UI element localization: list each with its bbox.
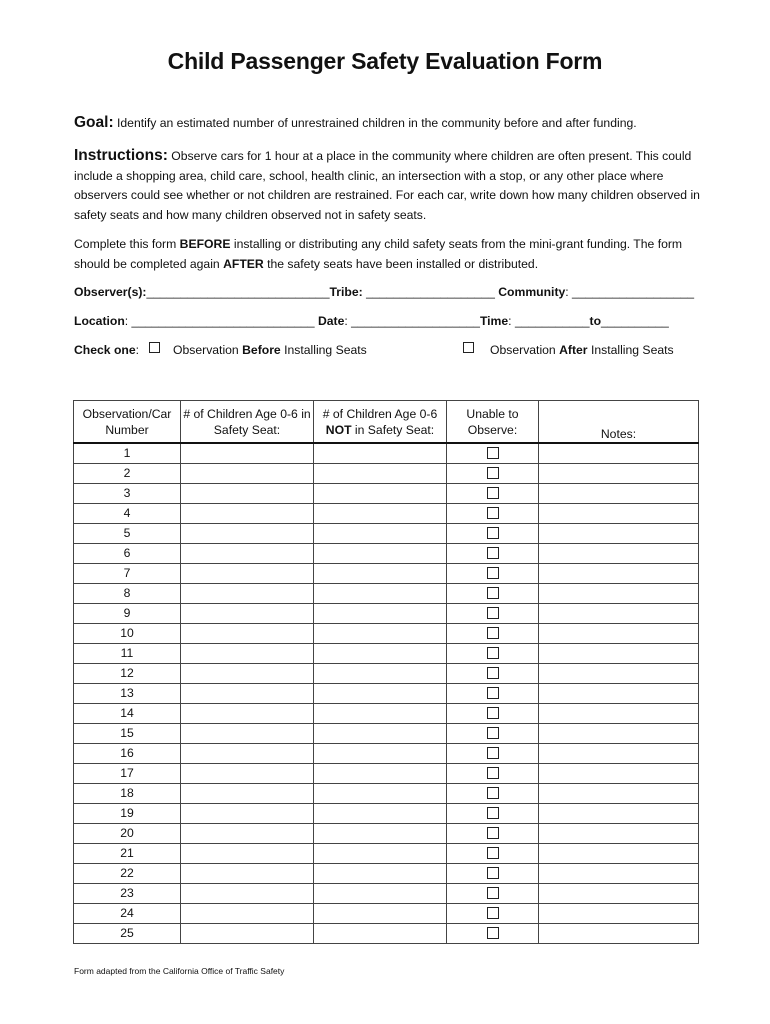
goal-paragraph: [74, 113, 714, 134]
car-number-cell: 6: [74, 544, 181, 564]
community-field[interactable]: : __________________: [565, 285, 695, 299]
observers-field[interactable]: ___________________________: [146, 285, 330, 299]
location-row: [74, 314, 714, 328]
notes-cell[interactable]: [539, 604, 699, 624]
not-in-seat-cell[interactable]: [314, 524, 447, 544]
unable-to-observe-checkbox[interactable]: [487, 527, 499, 539]
check-one-text: Check one: [74, 343, 136, 357]
unable-to-observe-checkbox[interactable]: [487, 827, 499, 839]
unable-to-observe-checkbox[interactable]: [487, 787, 499, 799]
unable-to-observe-cell: [447, 544, 539, 564]
time-label: Time: [479, 314, 509, 328]
notes-cell[interactable]: [539, 884, 699, 904]
unable-to-observe-cell: [447, 664, 539, 684]
notes-cell[interactable]: [539, 524, 699, 544]
car-number-cell: 18: [74, 784, 181, 804]
observer-row: [74, 285, 714, 299]
in-seat-cell[interactable]: [181, 564, 314, 584]
unable-to-observe-checkbox[interactable]: [487, 927, 499, 939]
after-option-pre: Observation: [490, 343, 560, 357]
unable-to-observe-checkbox[interactable]: [487, 607, 499, 619]
unable-to-observe-cell: [447, 844, 539, 864]
car-number-cell: 22: [74, 864, 181, 884]
in-seat-cell[interactable]: [181, 744, 314, 764]
unable-to-observe-cell: [447, 804, 539, 824]
table-row: [74, 564, 699, 584]
notes-cell[interactable]: [539, 904, 699, 924]
notes-cell[interactable]: [539, 924, 699, 944]
unable-to-observe-checkbox[interactable]: [487, 467, 499, 479]
car-number-cell: 12: [74, 664, 181, 684]
after-option-post: Installing Seats: [587, 343, 674, 357]
unable-to-observe-cell: [447, 644, 539, 664]
unable-to-observe-cell: [447, 564, 539, 584]
check-one-label: [74, 343, 139, 357]
unable-to-observe-checkbox[interactable]: [487, 767, 499, 779]
unable-to-observe-checkbox[interactable]: [487, 647, 499, 659]
in-seat-cell[interactable]: [181, 824, 314, 844]
car-number-cell: 23: [74, 884, 181, 904]
in-seat-cell[interactable]: [181, 724, 314, 744]
complete-text-2: installing or distributing any child safety seats from the mini-grant funding. The form should be completed again: [74, 237, 683, 271]
unable-to-observe-cell: [447, 724, 539, 744]
in-seat-cell[interactable]: [181, 924, 314, 944]
unable-to-observe-checkbox[interactable]: [487, 807, 499, 819]
in-seat-cell[interactable]: [181, 904, 314, 924]
notes-cell[interactable]: [539, 864, 699, 884]
table-row: [74, 844, 699, 864]
unable-to-observe-checkbox[interactable]: [487, 747, 499, 759]
table-row: [74, 644, 699, 664]
unable-to-observe-checkbox[interactable]: [487, 687, 499, 699]
notes-cell[interactable]: [539, 564, 699, 584]
page-title: Child Passenger Safety Evaluation Form: [167, 48, 603, 74]
car-number-cell: 11: [74, 644, 181, 664]
location-label: Location: [74, 314, 125, 328]
col3-pre: # of Children Age 0-6: [322, 406, 438, 421]
unable-to-observe-checkbox[interactable]: [487, 567, 499, 579]
notes-cell[interactable]: [539, 824, 699, 844]
unable-to-observe-cell: [447, 584, 539, 604]
car-number-cell: 20: [74, 824, 181, 844]
unable-to-observe-cell: [447, 704, 539, 724]
col-header-car-number: Observation/Car Number: [74, 401, 181, 444]
not-in-seat-cell[interactable]: [314, 684, 447, 704]
tribe-label: Tribe:: [329, 285, 363, 299]
table-row: [74, 504, 699, 524]
in-seat-cell[interactable]: [181, 464, 314, 484]
car-number-cell: 4: [74, 504, 181, 524]
unable-to-observe-cell: [447, 604, 539, 624]
before-option-bold: Before: [242, 343, 281, 357]
unable-to-observe-checkbox[interactable]: [487, 447, 499, 459]
car-number-cell: 3: [74, 484, 181, 504]
unable-to-observe-cell: [447, 764, 539, 784]
before-checkbox[interactable]: [149, 342, 160, 353]
not-in-seat-cell[interactable]: [314, 544, 447, 564]
in-seat-cell[interactable]: [181, 704, 314, 724]
goal-label: Goal:: [74, 114, 114, 131]
in-seat-cell[interactable]: [181, 844, 314, 864]
table-row: [74, 924, 699, 944]
table-row: [74, 584, 699, 604]
notes-cell[interactable]: [539, 544, 699, 564]
not-in-seat-cell[interactable]: [314, 824, 447, 844]
in-seat-cell[interactable]: [181, 684, 314, 704]
table-row: [74, 824, 699, 844]
not-in-seat-cell[interactable]: [314, 884, 447, 904]
in-seat-cell[interactable]: [181, 584, 314, 604]
table-row: [74, 484, 699, 504]
notes-cell[interactable]: [539, 464, 699, 484]
unable-to-observe-checkbox[interactable]: [487, 707, 499, 719]
to-label: to: [589, 314, 602, 328]
car-number-cell: 24: [74, 904, 181, 924]
col-header-unable-to-observe: Unable to Observe:: [447, 401, 539, 444]
car-number-cell: 10: [74, 624, 181, 644]
unable-to-observe-checkbox[interactable]: [487, 847, 499, 859]
notes-cell[interactable]: [539, 664, 699, 684]
car-number-cell: 2: [74, 464, 181, 484]
notes-cell[interactable]: [539, 684, 699, 704]
after-checkbox[interactable]: [463, 342, 474, 353]
car-number-cell: 17: [74, 764, 181, 784]
col3-bold: NOT: [325, 422, 352, 437]
col-header-not-in-safety-seat: [314, 401, 447, 444]
in-seat-cell[interactable]: [181, 604, 314, 624]
in-seat-cell[interactable]: [181, 804, 314, 824]
table-body: [74, 443, 699, 944]
not-in-seat-cell[interactable]: [314, 924, 447, 944]
not-in-seat-cell[interactable]: [314, 704, 447, 724]
notes-cell[interactable]: [539, 584, 699, 604]
unable-to-observe-cell: [447, 864, 539, 884]
notes-cell[interactable]: [539, 784, 699, 804]
unable-to-observe-cell: [447, 784, 539, 804]
not-in-seat-cell[interactable]: [314, 504, 447, 524]
unable-to-observe-checkbox[interactable]: [487, 867, 499, 879]
table-header-row: [74, 401, 699, 444]
not-in-seat-cell[interactable]: [314, 604, 447, 624]
not-in-seat-cell[interactable]: [314, 624, 447, 644]
col-header-notes: Notes:: [539, 401, 699, 444]
complete-before: BEFORE: [179, 237, 231, 251]
not-in-seat-cell[interactable]: [314, 804, 447, 824]
to-field[interactable]: __________: [601, 314, 669, 328]
unable-to-observe-checkbox[interactable]: [487, 907, 499, 919]
unable-to-observe-cell: [447, 924, 539, 944]
unable-to-observe-cell: [447, 524, 539, 544]
in-seat-cell[interactable]: [181, 884, 314, 904]
location-field[interactable]: : ___________________________: [124, 314, 315, 328]
in-seat-cell[interactable]: [181, 764, 314, 784]
car-number-cell: 1: [74, 443, 181, 464]
notes-cell[interactable]: [539, 744, 699, 764]
not-in-seat-cell[interactable]: [314, 784, 447, 804]
complete-text-1: Complete this form: [74, 237, 180, 251]
not-in-seat-cell[interactable]: [314, 464, 447, 484]
table-row: [74, 684, 699, 704]
table-row: [74, 443, 699, 464]
community-label: Community: [498, 285, 566, 299]
not-in-seat-cell[interactable]: [314, 724, 447, 744]
unable-to-observe-cell: [447, 904, 539, 924]
not-in-seat-cell[interactable]: [314, 564, 447, 584]
instructions-label: Instructions:: [74, 147, 168, 164]
in-seat-cell[interactable]: [181, 644, 314, 664]
table-row: [74, 884, 699, 904]
notes-cell[interactable]: [539, 844, 699, 864]
table-row: [74, 784, 699, 804]
in-seat-cell[interactable]: [181, 864, 314, 884]
not-in-seat-cell[interactable]: [314, 644, 447, 664]
in-seat-cell[interactable]: [181, 443, 314, 464]
not-in-seat-cell[interactable]: [314, 584, 447, 604]
not-in-seat-cell[interactable]: [314, 484, 447, 504]
car-number-cell: 5: [74, 524, 181, 544]
notes-cell[interactable]: [539, 504, 699, 524]
unable-to-observe-cell: [447, 484, 539, 504]
instructions-text: Observe cars for 1 hour at a place in the community where children are often present. This could include a shopping area, child care, school, health clinic, an intersection with a stop, or any other place where observers could see whether or not children are restrained. For each car, write down how many children observed in safety seats and how many children observed not in safety seats.: [74, 149, 700, 222]
unable-to-observe-checkbox[interactable]: [487, 547, 499, 559]
in-seat-cell[interactable]: [181, 784, 314, 804]
table-row: [74, 524, 699, 544]
check-one-colon: :: [135, 343, 140, 357]
unable-to-observe-checkbox[interactable]: [487, 487, 499, 499]
complete-after: AFTER: [223, 256, 264, 271]
notes-cell[interactable]: [539, 484, 699, 504]
notes-cell[interactable]: [539, 724, 699, 744]
notes-cell[interactable]: [539, 764, 699, 784]
table-row: [74, 744, 699, 764]
complete-text-3: the safety seats have been installed or distributed.: [263, 256, 539, 271]
in-seat-cell[interactable]: [181, 664, 314, 684]
tribe-field[interactable]: ___________________: [362, 285, 495, 299]
unable-to-observe-checkbox[interactable]: [487, 727, 499, 739]
col-header-in-safety-seat: # of Children Age 0-6 in Safety Seat:: [181, 401, 314, 444]
car-number-cell: 8: [74, 584, 181, 604]
unable-to-observe-cell: [447, 464, 539, 484]
not-in-seat-cell[interactable]: [314, 443, 447, 464]
unable-to-observe-checkbox[interactable]: [487, 587, 499, 599]
car-number-cell: 16: [74, 744, 181, 764]
unable-to-observe-checkbox[interactable]: [487, 887, 499, 899]
car-number-cell: 9: [74, 604, 181, 624]
car-number-cell: 19: [74, 804, 181, 824]
not-in-seat-cell[interactable]: [314, 904, 447, 924]
not-in-seat-cell[interactable]: [314, 664, 447, 684]
before-option-post: Installing Seats: [280, 343, 367, 357]
unable-to-observe-cell: [447, 504, 539, 524]
unable-to-observe-cell: [447, 884, 539, 904]
goal-text: Identify an estimated number of unrestrained children in the community before and after funding.: [113, 116, 637, 130]
table-row: [74, 544, 699, 564]
car-number-cell: 21: [74, 844, 181, 864]
date-label: Date: [317, 314, 345, 328]
notes-cell[interactable]: [539, 624, 699, 644]
table-row: [74, 724, 699, 744]
unable-to-observe-cell: [447, 824, 539, 844]
date-field[interactable]: : ___________________: [344, 314, 480, 328]
not-in-seat-cell[interactable]: [314, 844, 447, 864]
footer-note: Form adapted from the California Office of Traffic Safety: [74, 966, 285, 976]
time-field[interactable]: : ___________: [508, 314, 590, 328]
in-seat-cell[interactable]: [181, 544, 314, 564]
before-option-label: [173, 343, 367, 357]
car-number-cell: 14: [74, 704, 181, 724]
table-row: [74, 624, 699, 644]
after-option-label: [490, 343, 674, 357]
observers-label: Observer(s):: [74, 285, 147, 299]
car-number-cell: 7: [74, 564, 181, 584]
in-seat-cell[interactable]: [181, 524, 314, 544]
table-row: [74, 804, 699, 824]
instructions-paragraph: [74, 146, 714, 225]
table-row: [74, 704, 699, 724]
completion-note: [74, 235, 714, 274]
notes-cell[interactable]: [539, 443, 699, 464]
table-row: [74, 764, 699, 784]
notes-cell[interactable]: [539, 804, 699, 824]
not-in-seat-cell[interactable]: [314, 744, 447, 764]
not-in-seat-cell[interactable]: [314, 864, 447, 884]
before-option-pre: Observation: [173, 343, 243, 357]
table-row: [74, 464, 699, 484]
in-seat-cell[interactable]: [181, 484, 314, 504]
notes-cell[interactable]: [539, 704, 699, 724]
unable-to-observe-checkbox[interactable]: [487, 627, 499, 639]
in-seat-cell[interactable]: [181, 624, 314, 644]
unable-to-observe-cell: [447, 443, 539, 464]
unable-to-observe-cell: [447, 684, 539, 704]
table-row: [74, 664, 699, 684]
observation-table: [73, 400, 699, 944]
after-option-bold: After: [559, 343, 588, 357]
unable-to-observe-cell: [447, 744, 539, 764]
unable-to-observe-checkbox[interactable]: [487, 667, 499, 679]
car-number-cell: 15: [74, 724, 181, 744]
table-row: [74, 904, 699, 924]
unable-to-observe-cell: [447, 624, 539, 644]
not-in-seat-cell[interactable]: [314, 764, 447, 784]
col3-post: in Safety Seat:: [351, 422, 435, 437]
unable-to-observe-checkbox[interactable]: [487, 507, 499, 519]
notes-cell[interactable]: [539, 644, 699, 664]
table-row: [74, 604, 699, 624]
car-number-cell: 13: [74, 684, 181, 704]
car-number-cell: 25: [74, 924, 181, 944]
in-seat-cell[interactable]: [181, 504, 314, 524]
table-row: [74, 864, 699, 884]
